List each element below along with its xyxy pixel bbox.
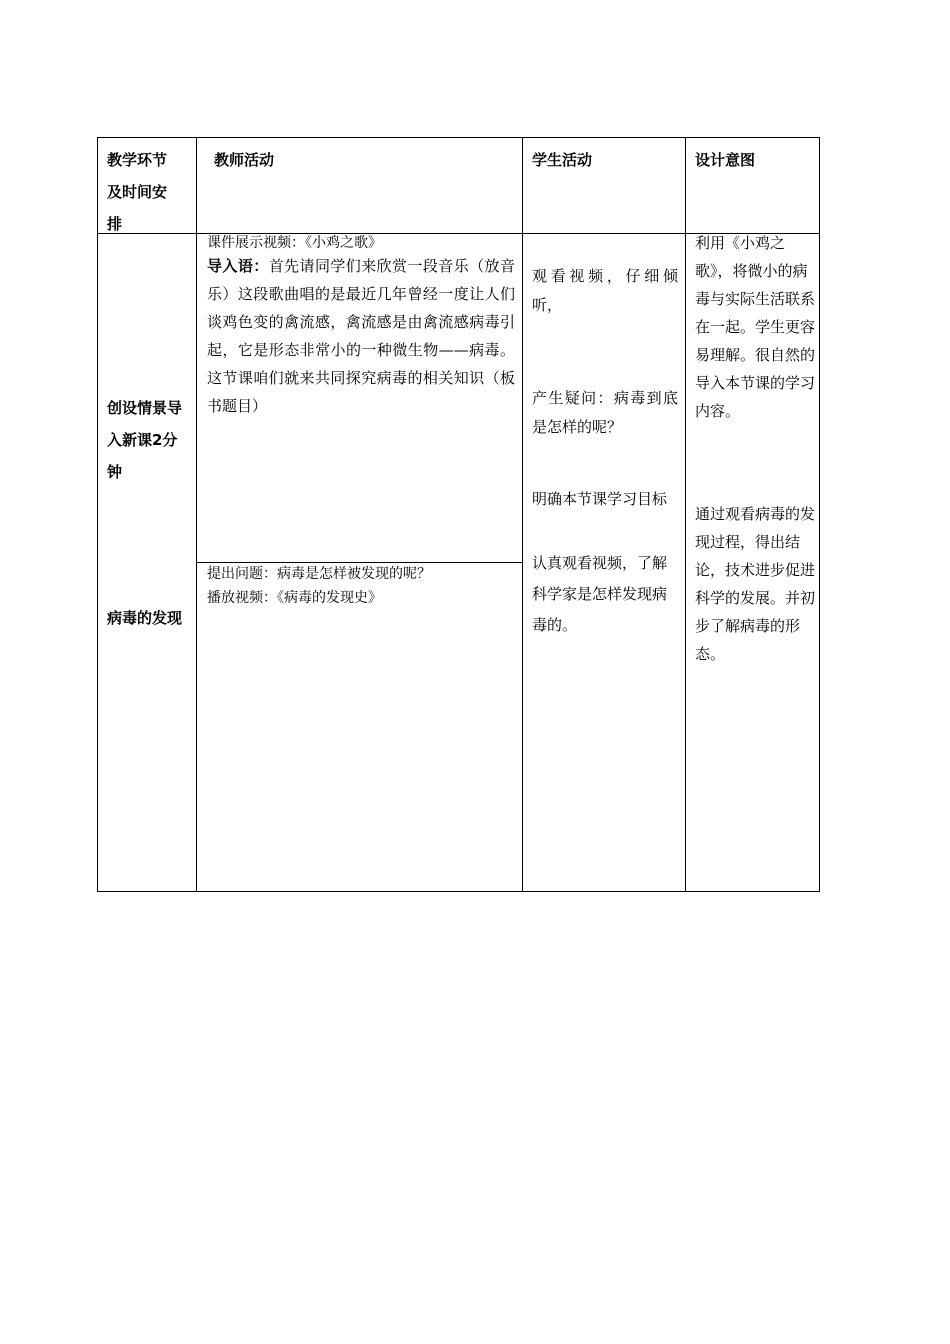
column-divider [685,138,686,891]
column-divider [522,138,523,891]
teacher-play-video: 播放视频：《病毒的发现史》 [207,590,382,606]
student-understand: 认真观看视频，了解科学家是怎样发现病毒的。 [532,554,668,634]
teacher-question: 提出问题：病毒是怎样被发现的呢？ [207,566,431,582]
column-divider [196,138,197,891]
header-student: 学生活动 [532,151,593,169]
design-intent-intro: 利用《小鸡之歌》，将微小的病毒与实际生活联系在一起。学生更容易理解。很自然的导入本节课的学习内容。 [695,234,816,420]
teacher-intro-cell [207,234,515,420]
teacher-intro-speech [207,252,515,420]
teacher-intro-video: 课件展示视频：《小鸡之歌》 [207,235,382,251]
student-watch: 观看视频，仔细倾听， [532,267,678,314]
teacher-discovery-cell [207,562,515,610]
intro-speech-text: 首先请同学们来欣赏一段音乐（放音乐）这段歌曲唱的是最近几年曾经一度让人们谈鸡色变的禽流感，禽流感是由禽流感病毒引起，它是形态非常小的一种微生物——病毒。这节课咱们就来共同探究病毒的相关知识（板书题目） [207,257,515,415]
header-design: 设计意图 [695,151,756,169]
header-stage: 教学环节及时间安排 [107,151,168,233]
student-goal: 明确本节课学习目标 [532,490,668,508]
stage-intro: 创设情景导入新课2分钟 [107,399,183,481]
lesson-plan-table [97,137,820,892]
intro-label: 导入语： [207,257,269,275]
header-teacher: 教师活动 [214,151,275,169]
student-doubt: 产生疑问：病毒到底是怎样的呢？ [532,389,678,436]
design-intent-discovery: 通过观看病毒的发现过程，得出结论，技术进步促进科学的发展。并初步了解病毒的形态。 [695,505,816,663]
stage-discovery: 病毒的发现 [107,609,183,627]
